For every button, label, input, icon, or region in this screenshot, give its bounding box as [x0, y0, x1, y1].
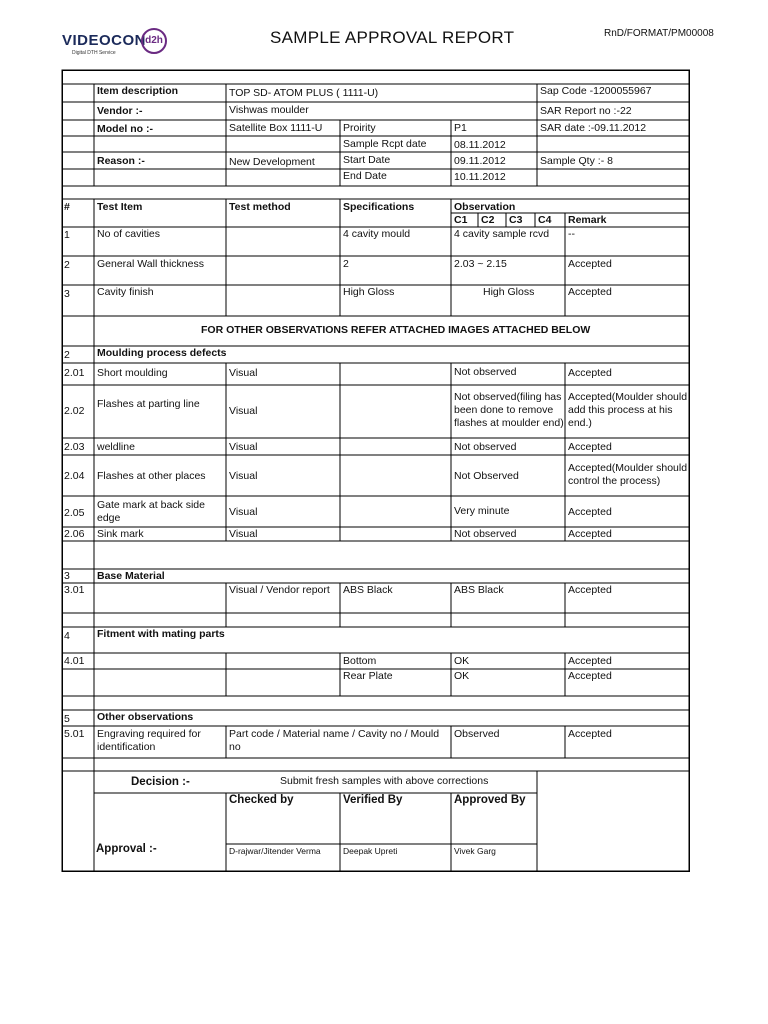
row-observation: OK [454, 655, 470, 667]
reason-label: Reason :- [97, 155, 145, 167]
row-num: 2.05 [64, 507, 85, 519]
row-num: 3.01 [64, 584, 85, 596]
row-spec: ABS Black [343, 584, 393, 596]
priority-value: P1 [454, 122, 467, 134]
decision-label: Decision :- [131, 776, 190, 788]
row-num: 2 [64, 259, 70, 271]
row-observation: Not observed [454, 441, 517, 453]
row-observation: High Gloss [483, 286, 535, 298]
section-title-other-observations: Other observations [97, 711, 194, 723]
approval-label: Approval :- [96, 843, 157, 855]
row-remark: Accepted [568, 584, 612, 596]
row-method: Visual [229, 441, 258, 453]
attached-images-note: FOR OTHER OBSERVATIONS REFER ATTACHED IMAGES ATTACHED BELOW [201, 324, 591, 336]
row-remark: Accepted [568, 655, 612, 667]
row-remark: Accepted [568, 286, 612, 298]
col-header-observation: Observation [454, 201, 516, 213]
row-method: Visual [229, 367, 258, 379]
row-num: 3 [64, 288, 70, 300]
item-description-label: Item description [97, 85, 179, 97]
decision-value: Submit fresh samples with above corrections [280, 775, 489, 787]
approved-by-name: Vivek Garg [454, 846, 496, 856]
row-remark: Accepted(Moulder should control the process) [568, 462, 688, 487]
section-title-moulding: Moulding process defects [97, 347, 227, 359]
sar-report-no: SAR Report no :-22 [540, 105, 632, 117]
section-title-base-material: Base Material [97, 570, 165, 582]
col-header-remark: Remark [568, 214, 607, 226]
row-test-item: Flashes at parting line [97, 398, 200, 410]
row-test-item: Short moulding [97, 367, 168, 379]
row-num: 2.01 [64, 367, 85, 379]
row-observation: 4 cavity sample rcvd [454, 228, 550, 240]
row-method: Visual / Vendor report [229, 584, 330, 596]
col-header-c1: C1 [454, 214, 468, 226]
approved-by-label: Approved By [454, 794, 526, 806]
row-remark: Accepted(Moulder should add this process at his end.) [568, 391, 688, 429]
col-header-c4: C4 [538, 214, 552, 226]
row-remark: Accepted [568, 670, 612, 682]
model-label: Model no :- [97, 123, 153, 135]
model-value: Satellite Box 1111-U [229, 122, 323, 134]
section-num: 4 [64, 630, 70, 642]
col-header-c2: C2 [481, 214, 495, 226]
row-test-item: Cavity finish [97, 286, 154, 298]
row-observation: 2.03 ~ 2.15 [454, 258, 507, 270]
format-code: RnD/FORMAT/PM00008 [604, 28, 714, 39]
section-num: 2 [64, 349, 70, 361]
logo-tagline: Digital DTH Service [72, 50, 116, 56]
row-observation: OK [454, 670, 470, 682]
row-num: 5.01 [64, 728, 85, 740]
priority-label: Proirity [343, 122, 376, 134]
col-header-test-item: Test Item [97, 201, 143, 213]
row-num: 2.04 [64, 470, 85, 482]
row-method: Visual [229, 528, 258, 540]
row-spec: Bottom [343, 655, 377, 667]
row-test-item: No of cavities [97, 228, 161, 240]
row-spec: High Gloss [343, 286, 395, 298]
end-date-label: End Date [343, 170, 387, 182]
logo-badge: d2h [141, 28, 167, 54]
row-test-item: Flashes at other places [97, 470, 206, 482]
row-remark: -- [568, 228, 575, 240]
item-description-value: TOP SD- ATOM PLUS ( 1111-U) [229, 87, 379, 99]
vendor-label: Vendor :- [97, 105, 143, 117]
row-num: 1 [64, 229, 70, 241]
page-title: SAMPLE APPROVAL REPORT [270, 28, 515, 47]
col-header-num: # [64, 201, 70, 213]
sap-code: Sap Code -1200055967 [540, 85, 652, 97]
end-date-value: 10.11.2012 [454, 171, 506, 183]
vendor-value: Vishwas moulder [229, 104, 309, 116]
row-test-item: weldline [97, 441, 135, 453]
sar-date: SAR date :-09.11.2012 [540, 122, 647, 134]
sample-rcpt-label: Sample Rcpt date [343, 138, 427, 150]
row-test-item: Gate mark at back side edge [97, 499, 205, 524]
sample-qty: Sample Qty :- 8 [540, 155, 613, 167]
row-num: 2.02 [64, 405, 85, 417]
row-remark: Accepted [568, 258, 612, 270]
row-test-item: Sink mark [97, 528, 144, 540]
row-method: Visual [229, 470, 258, 482]
row-observation: Observed [454, 728, 500, 740]
row-observation: Not observed(filing has been done to remove flashes at moulder end) [454, 391, 564, 429]
row-spec: 2 [343, 258, 349, 270]
row-method: Visual [229, 405, 258, 417]
start-date-value: 09.11.2012 [454, 155, 506, 167]
row-observation: Very minute [454, 505, 510, 517]
section-num: 3 [64, 570, 70, 582]
row-test-item: General Wall thickness [97, 258, 204, 270]
row-observation: Not Observed [454, 470, 519, 482]
row-method: Visual [229, 506, 258, 518]
row-remark: Accepted [568, 441, 612, 453]
row-test-item: Engraving required for identification [97, 728, 201, 753]
col-header-c3: C3 [509, 214, 523, 226]
logo-text: VIDEOCON [62, 32, 147, 49]
row-observation: Not observed [454, 528, 517, 540]
checked-by-label: Checked by [229, 794, 294, 806]
row-remark: Accepted [568, 528, 612, 540]
row-remark: Accepted [568, 367, 612, 379]
section-num: 5 [64, 713, 70, 725]
row-method: Part code / Material name / Cavity no / Mould no [229, 728, 440, 753]
col-header-specifications: Specifications [343, 201, 415, 213]
row-num: 2.03 [64, 441, 85, 453]
row-spec: 4 cavity mould [343, 228, 411, 240]
section-title-fitment: Fitment with mating parts [97, 628, 225, 640]
start-date-label: Start Date [343, 154, 391, 166]
checked-by-name: D-rajwar/Jitender Verma [229, 846, 321, 856]
row-num: 4.01 [64, 655, 85, 667]
row-remark: Accepted [568, 728, 612, 740]
verified-by-label: Verified By [343, 794, 403, 806]
row-observation: ABS Black [454, 584, 504, 596]
col-header-test-method: Test method [229, 201, 291, 213]
sample-rcpt-value: 08.11.2012 [454, 139, 506, 151]
row-observation: Not observed [454, 366, 517, 378]
verified-by-name: Deepak Upreti [343, 846, 398, 856]
row-num: 2.06 [64, 528, 85, 540]
row-spec: Rear Plate [343, 670, 393, 682]
reason-value: New Development [229, 156, 315, 168]
row-remark: Accepted [568, 506, 612, 518]
